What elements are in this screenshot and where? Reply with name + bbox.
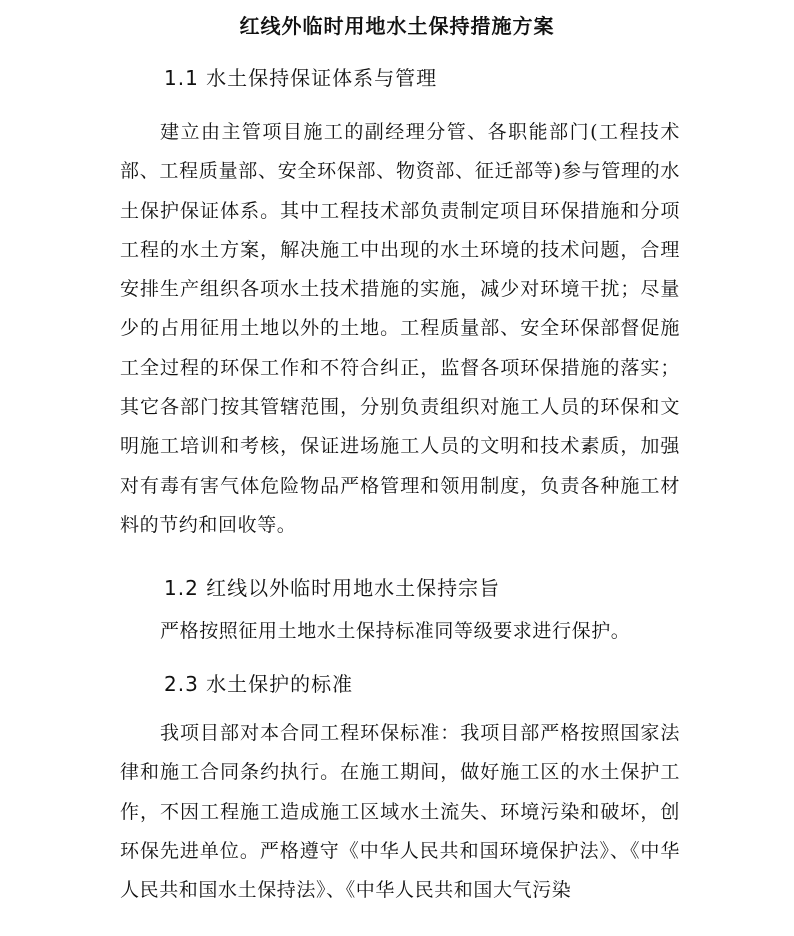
section-heading: 2.3 水土保护的标准 <box>164 672 354 696</box>
section-paragraph: 严格按照征用土地水土保持标准同等级要求进行保护。 <box>160 620 631 642</box>
section-heading: 1.2 红线以外临时用地水土保持宗旨 <box>164 576 501 600</box>
section-paragraph: 我项目部对本合同工程环保标准：我项目部严格按照国家法律和施工合同条约执行。在施工期间，做好施工区的水土保护工作，不因工程施工造成施工区域水土流失、环境污染和破坏，创环保先进单位。严格遵守《中华人民共和国环境保护法》、《中华人民共和国水土保持法》、《中华人民共和国大气污染 <box>120 722 680 902</box>
document-title: 红线外临时用地水土保持措施方案 <box>239 14 555 38</box>
section-heading: 1.1 水土保持保证体系与管理 <box>164 66 438 90</box>
section-paragraph: 建立由主管项目施工的副经理分管、各职能部门(工程技术部、工程质量部、安全环保部、物资部、征迁部等)参与管理的水土保护保证体系。其中工程技术部负责制定项目环保措施和分项工程的水土方案，解决施工中出现的水土环境的技术问题，合理安排生产组织各项水土技术措施的实施，减少对环境干扰；尽量少的占用征用土地以外的土地。工程质量部、安全环保部督促施工全过程的环保工作和不符合纠正，监督各项环保措施的落实；其它各部门按其管辖范围，分别负责组织对施工人员的环保和文明施工培训和考核，保证进场施工人员的文明和技术素质，加强对有毒有害气体危险物品严格管理和领用制度，负责各种施工材料的节约和回收等。 <box>120 121 680 536</box>
